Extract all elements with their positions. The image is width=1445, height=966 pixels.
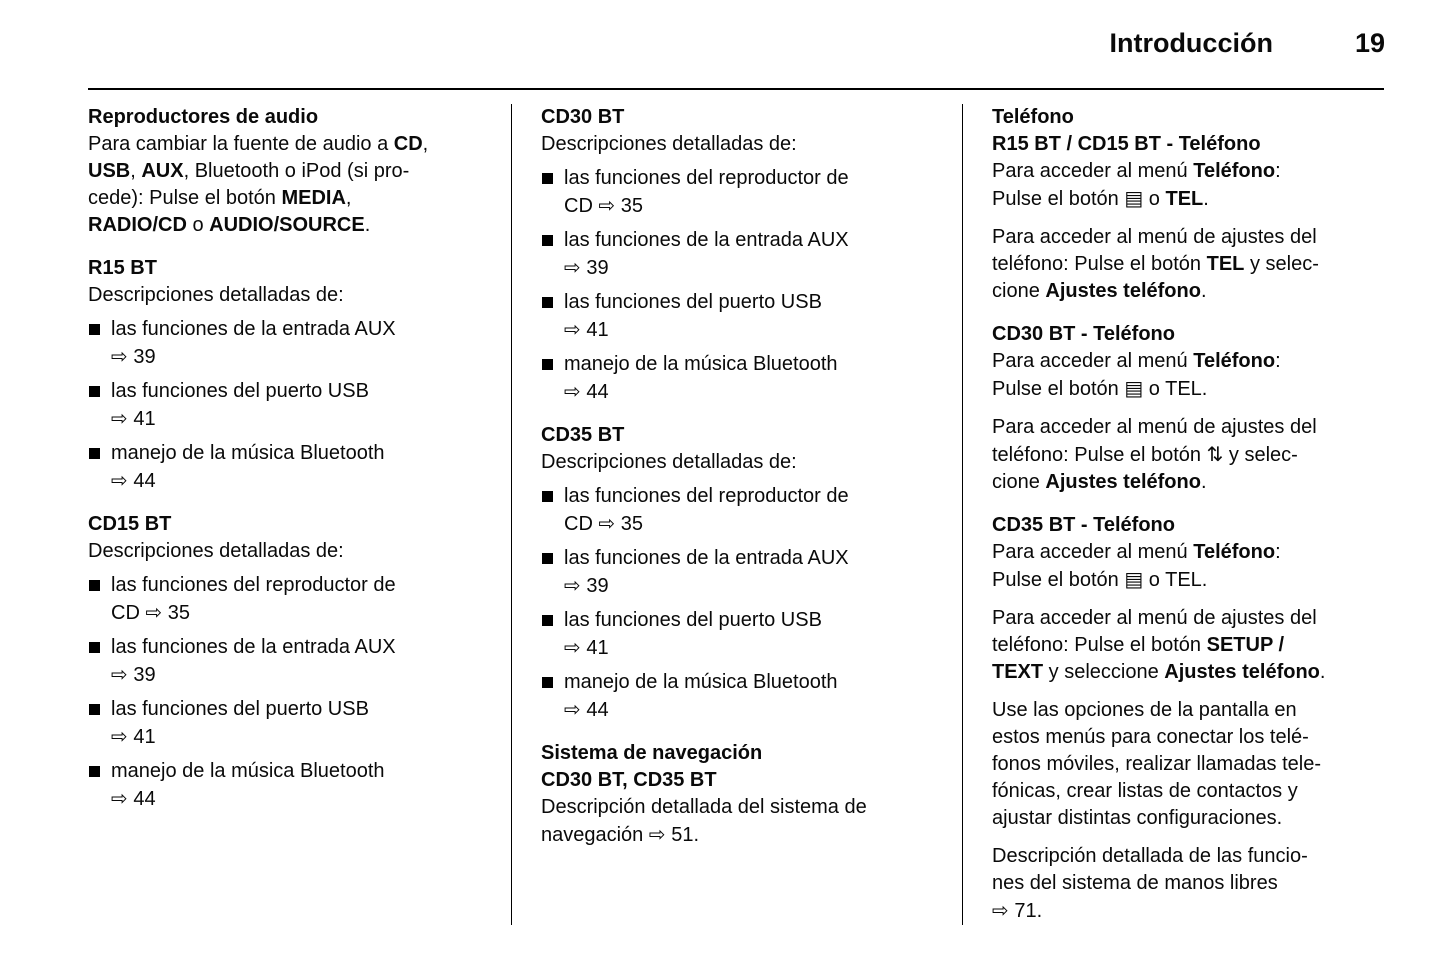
list-item-text bbox=[564, 289, 948, 344]
text-run: 39 bbox=[127, 664, 156, 686]
text-run: las funciones del puerto USB bbox=[111, 698, 369, 720]
page-ref-arrow-icon: ⇨ bbox=[564, 255, 581, 279]
list-item-text bbox=[111, 440, 491, 495]
paragraph bbox=[541, 449, 948, 476]
list-item bbox=[541, 669, 948, 724]
text-run: Pulse el botón bbox=[992, 378, 1125, 400]
bullet-square-icon bbox=[89, 324, 100, 335]
text-run: Teléfono bbox=[1193, 541, 1276, 563]
text-run: 41 bbox=[127, 408, 156, 430]
bullet-square-icon bbox=[89, 704, 100, 715]
text-run: TEXT bbox=[992, 661, 1044, 683]
text-run: 71. bbox=[1008, 900, 1043, 922]
text-run: ajustar distintas configuraciones. bbox=[992, 807, 1283, 829]
text-run: las funciones de la entrada AUX bbox=[564, 229, 849, 251]
page-ref-arrow-icon: ⇨ bbox=[111, 786, 128, 810]
page-ref-arrow-icon: ⇨ bbox=[564, 697, 581, 721]
paragraph bbox=[541, 131, 948, 158]
text-run: navegación bbox=[541, 824, 649, 846]
text-run: : bbox=[1275, 541, 1281, 563]
text-run: 39 bbox=[580, 575, 609, 597]
text-run: . bbox=[364, 214, 371, 236]
list-item bbox=[541, 545, 948, 600]
list-item-text bbox=[111, 696, 491, 751]
list-item-text bbox=[111, 758, 491, 813]
paragraph bbox=[541, 794, 948, 849]
page-ref-arrow-icon: ⇨ bbox=[648, 822, 666, 846]
text-run: Pulse el botón bbox=[992, 569, 1125, 591]
text-run: RADIO/CD bbox=[88, 214, 187, 236]
list-item-text bbox=[111, 378, 491, 433]
section-heading: CD30 BT, CD35 BT bbox=[541, 769, 717, 791]
text-run: manejo de la música Bluetooth bbox=[564, 353, 838, 375]
text-run: 35 bbox=[615, 513, 644, 535]
paragraph bbox=[992, 539, 1384, 594]
list-item-text bbox=[564, 165, 948, 220]
section-heading: R15 BT bbox=[88, 257, 157, 279]
text-run: las funciones del reproductor de bbox=[564, 485, 849, 507]
text-run: las funciones de la entrada AUX bbox=[111, 636, 396, 658]
page-ref-arrow-icon: ⇨ bbox=[598, 193, 616, 217]
text-run: Ajustes teléfono bbox=[1045, 471, 1201, 493]
text-run: TEL bbox=[1206, 253, 1245, 275]
text-run: 39 bbox=[127, 346, 156, 368]
text-run: SETUP / bbox=[1206, 634, 1285, 656]
list-item-text bbox=[111, 316, 491, 371]
text-run: , Bluetooth o iPod (si pro- bbox=[183, 160, 410, 182]
text-run: o bbox=[186, 214, 210, 236]
text-run: 44 bbox=[127, 470, 156, 492]
text-run: . bbox=[1200, 280, 1207, 302]
text-run: o bbox=[1143, 188, 1166, 210]
column-3 bbox=[962, 104, 1384, 925]
paragraph bbox=[992, 843, 1384, 925]
text-run: nes del sistema de manos libres bbox=[992, 872, 1278, 894]
text-run: Teléfono bbox=[1193, 350, 1276, 372]
list-item-text bbox=[564, 227, 948, 282]
text-run: o TEL. bbox=[1143, 378, 1208, 400]
text-run: , bbox=[422, 133, 429, 155]
bullet-square-icon bbox=[89, 766, 100, 777]
text-run: 51. bbox=[665, 824, 699, 846]
text-run: teléfono: Pulse el botón bbox=[992, 253, 1207, 275]
list-item bbox=[541, 483, 948, 538]
text-run: manejo de la música Bluetooth bbox=[111, 760, 385, 782]
text-run: Para acceder al menú bbox=[992, 350, 1194, 372]
page-ref-arrow-icon: ⇨ bbox=[598, 511, 616, 535]
menu-book-icon: ▤ bbox=[1124, 376, 1144, 400]
text-run: : bbox=[1275, 160, 1281, 182]
section-heading: Teléfono bbox=[992, 106, 1074, 128]
list-item bbox=[541, 607, 948, 662]
text-run: CD bbox=[564, 195, 599, 217]
text-run: manejo de la música Bluetooth bbox=[111, 442, 385, 464]
paragraph bbox=[88, 538, 491, 565]
text-run: 44 bbox=[580, 381, 609, 403]
list-item-text bbox=[564, 607, 948, 662]
page-ref-arrow-icon: ⇨ bbox=[564, 635, 581, 659]
bullet-square-icon bbox=[89, 642, 100, 653]
text-run: . bbox=[1200, 471, 1207, 493]
text-run: Para acceder al menú de ajustes del bbox=[992, 226, 1317, 248]
text-run: y selec- bbox=[1244, 253, 1319, 275]
text-run: 35 bbox=[162, 602, 191, 624]
text-run: las funciones del reproductor de bbox=[564, 167, 849, 189]
list-item bbox=[541, 165, 948, 220]
section-heading: CD35 BT bbox=[541, 424, 625, 446]
text-run: Para acceder al menú bbox=[992, 160, 1194, 182]
paragraph bbox=[88, 131, 491, 239]
paragraph bbox=[88, 282, 491, 309]
text-run: o TEL. bbox=[1143, 569, 1208, 591]
section-heading: CD30 BT bbox=[541, 106, 625, 128]
text-run: , bbox=[345, 187, 352, 209]
text-run: 39 bbox=[580, 257, 609, 279]
section-heading: CD35 BT - Teléfono bbox=[992, 514, 1175, 536]
text-run: USB bbox=[88, 160, 131, 182]
text-run: Para acceder al menú bbox=[992, 541, 1194, 563]
bullet-square-icon bbox=[542, 491, 553, 502]
text-run: CD bbox=[111, 602, 146, 624]
text-run: . bbox=[1203, 188, 1209, 210]
text-run: MEDIA bbox=[281, 187, 346, 209]
text-run: Descripción detallada de las funcio- bbox=[992, 845, 1308, 867]
bullet-square-icon bbox=[542, 297, 553, 308]
bullet-square-icon bbox=[542, 615, 553, 626]
text-run: las funciones del puerto USB bbox=[111, 380, 369, 402]
bullet-square-icon bbox=[542, 173, 553, 184]
bullet-square-icon bbox=[542, 677, 553, 688]
page-ref-arrow-icon: ⇨ bbox=[111, 468, 128, 492]
page-title: Introducción bbox=[1109, 28, 1273, 58]
text-run: Teléfono bbox=[1193, 160, 1276, 182]
page-ref-arrow-icon: ⇨ bbox=[145, 600, 163, 624]
list-item bbox=[88, 572, 491, 627]
list-item bbox=[88, 316, 491, 371]
paragraph bbox=[992, 224, 1384, 305]
text-run: , bbox=[130, 160, 142, 182]
list-item bbox=[541, 227, 948, 282]
text-run: y seleccione bbox=[1043, 661, 1165, 683]
text-run: Descripción detallada del sistema de bbox=[541, 796, 867, 818]
section-heading: Sistema de navegación bbox=[541, 742, 763, 764]
text-run: Para cambiar la fuente de audio a bbox=[88, 133, 394, 155]
list-item bbox=[88, 440, 491, 495]
page-header bbox=[1109, 28, 1385, 59]
text-run: manejo de la música Bluetooth bbox=[564, 671, 838, 693]
list-item-text bbox=[564, 545, 948, 600]
paragraph bbox=[992, 348, 1384, 403]
text-run: CD bbox=[393, 133, 423, 155]
list-item bbox=[88, 634, 491, 689]
menu-book-icon: ▤ bbox=[1124, 567, 1144, 591]
up-down-arrows-icon: ⇅ bbox=[1206, 442, 1224, 466]
text-run: Pulse el botón bbox=[992, 188, 1125, 210]
text-run: las funciones del puerto USB bbox=[564, 291, 822, 313]
text-run: fónicas, crear listas de contactos y bbox=[992, 780, 1298, 802]
bullet-square-icon bbox=[89, 580, 100, 591]
text-run: Descripciones detalladas de: bbox=[88, 540, 344, 562]
text-run: teléfono: Pulse el botón bbox=[992, 444, 1207, 466]
column-1 bbox=[88, 104, 511, 925]
text-run: 41 bbox=[127, 726, 156, 748]
list-item bbox=[541, 351, 948, 406]
paragraph bbox=[992, 414, 1384, 496]
menu-book-icon: ▤ bbox=[1124, 186, 1144, 210]
section-heading: CD15 BT bbox=[88, 513, 172, 535]
text-run: AUDIO/SOURCE bbox=[209, 214, 365, 236]
text-run: TEL bbox=[1165, 188, 1204, 210]
text-run: cione bbox=[992, 280, 1046, 302]
page-ref-arrow-icon: ⇨ bbox=[111, 662, 128, 686]
text-run: 41 bbox=[580, 637, 609, 659]
page-ref-arrow-icon: ⇨ bbox=[111, 406, 128, 430]
list-item-text bbox=[564, 483, 948, 538]
text-run: AUX bbox=[141, 160, 184, 182]
page-ref-arrow-icon: ⇨ bbox=[564, 573, 581, 597]
text-run: fonos móviles, realizar llamadas tele- bbox=[992, 753, 1322, 775]
list-item-text bbox=[111, 634, 491, 689]
text-run: Para acceder al menú de ajustes del bbox=[992, 607, 1317, 629]
text-run: las funciones del reproductor de bbox=[111, 574, 396, 596]
list-item bbox=[88, 696, 491, 751]
page-ref-arrow-icon: ⇨ bbox=[111, 344, 128, 368]
section-heading: Reproductores de audio bbox=[88, 106, 319, 128]
text-run: las funciones de la entrada AUX bbox=[564, 547, 849, 569]
bullet-square-icon bbox=[542, 359, 553, 370]
text-run: estos menús para conectar los telé- bbox=[992, 726, 1309, 748]
page-number: 19 bbox=[1354, 28, 1385, 58]
bullet-square-icon bbox=[89, 448, 100, 459]
list-item bbox=[541, 289, 948, 344]
bullet-square-icon bbox=[89, 386, 100, 397]
text-run: . bbox=[1319, 661, 1326, 683]
header-divider bbox=[88, 88, 1384, 90]
paragraph bbox=[992, 605, 1384, 686]
text-run: Descripciones detalladas de: bbox=[541, 451, 797, 473]
text-run: Ajustes teléfono bbox=[1164, 661, 1320, 683]
text-run: 44 bbox=[127, 788, 156, 810]
section-heading: CD30 BT - Teléfono bbox=[992, 323, 1175, 345]
list-item-text bbox=[564, 669, 948, 724]
list-item bbox=[88, 758, 491, 813]
text-run: CD bbox=[564, 513, 599, 535]
text-run: Descripciones detalladas de: bbox=[541, 133, 797, 155]
text-run: Para acceder al menú de ajustes del bbox=[992, 416, 1317, 438]
text-run: las funciones del puerto USB bbox=[564, 609, 822, 631]
text-run: 35 bbox=[615, 195, 644, 217]
bullet-square-icon bbox=[542, 553, 553, 564]
list-item bbox=[88, 378, 491, 433]
section-heading: R15 BT / CD15 BT - Teléfono bbox=[992, 133, 1261, 155]
column-2 bbox=[511, 104, 962, 925]
page-ref-arrow-icon: ⇨ bbox=[564, 379, 581, 403]
text-run: 44 bbox=[580, 699, 609, 721]
text-run: cione bbox=[992, 471, 1046, 493]
text-run: teléfono: Pulse el botón bbox=[992, 634, 1207, 656]
list-item-text bbox=[564, 351, 948, 406]
paragraph bbox=[992, 158, 1384, 213]
list-item-text bbox=[111, 572, 491, 627]
text-run: 41 bbox=[580, 319, 609, 341]
text-run: cede): Pulse el botón bbox=[88, 187, 282, 209]
text-run: Descripciones detalladas de: bbox=[88, 284, 344, 306]
page-ref-arrow-icon: ⇨ bbox=[564, 317, 581, 341]
bullet-square-icon bbox=[542, 235, 553, 246]
page-ref-arrow-icon: ⇨ bbox=[111, 724, 128, 748]
paragraph bbox=[992, 697, 1384, 832]
text-run: : bbox=[1275, 350, 1281, 372]
text-run: las funciones de la entrada AUX bbox=[111, 318, 396, 340]
page-ref-arrow-icon: ⇨ bbox=[992, 898, 1009, 922]
content-columns bbox=[88, 104, 1384, 925]
text-run: Use las opciones de la pantalla en bbox=[992, 699, 1297, 721]
text-run: y selec- bbox=[1223, 444, 1298, 466]
text-run: Ajustes teléfono bbox=[1045, 280, 1201, 302]
